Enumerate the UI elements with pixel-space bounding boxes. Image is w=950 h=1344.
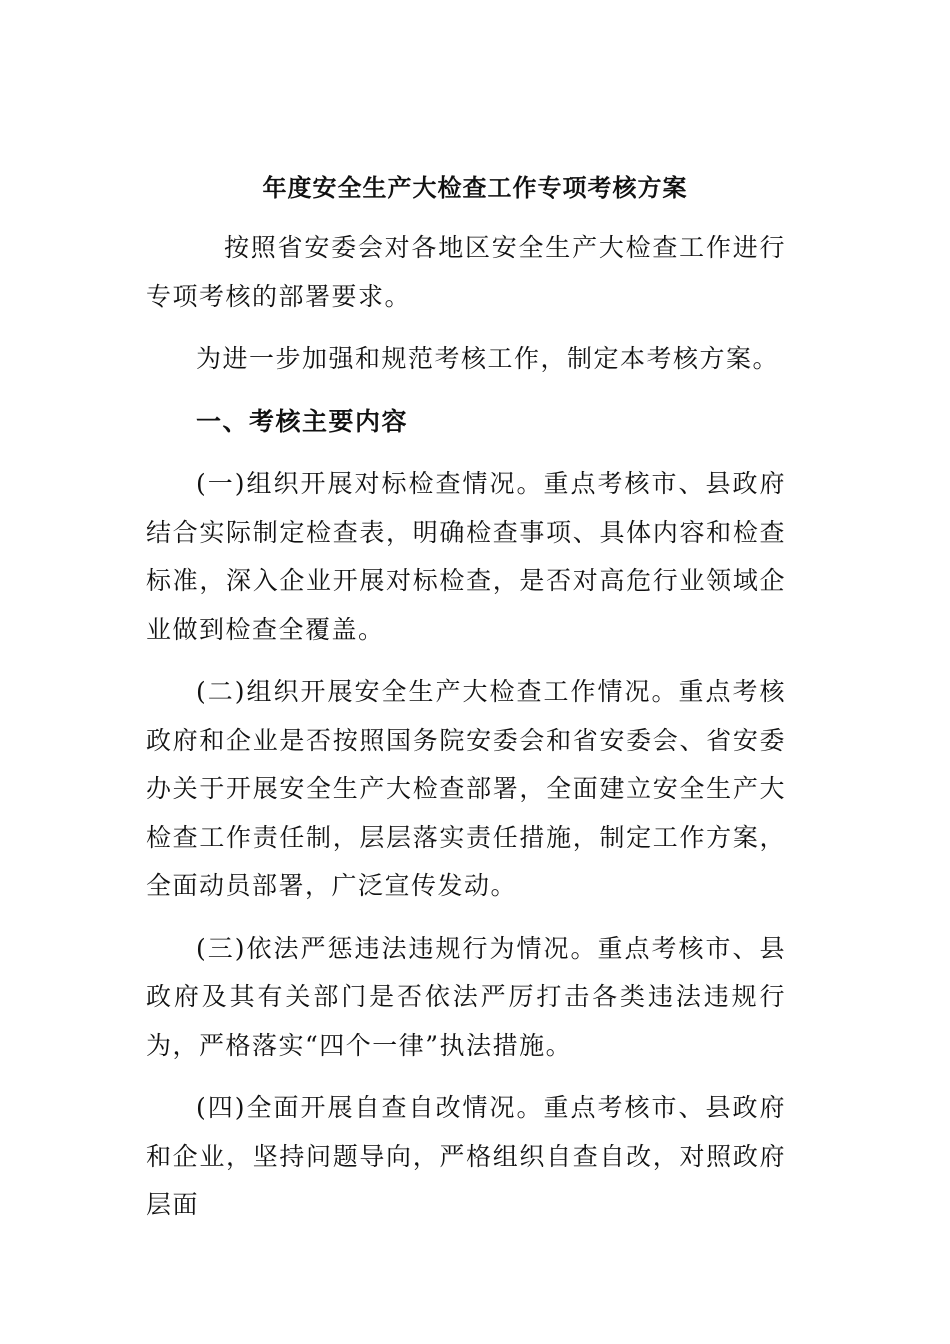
item-paragraph-3: (三)依法严惩违法违规行为情况。重点考核市、县政府及其有关部门是否依法严厉打击各类违法违规行为，严格落实“四个一律”执法措施。 — [146, 933, 786, 1060]
item-paragraph-2: (二)组织开展安全生产大检查工作情况。重点考核政府和企业是否按照国务院安委会和省安委会、省安委办关于开展安全生产大检查部署，全面建立安全生产大检查工作责任制，层层落实责任措施，制定工作方案，全面动员部署，广泛宣传发动。 — [146, 677, 786, 900]
document-body — [146, 224, 786, 1244]
item-paragraph-1: (一)组织开展对标检查情况。重点考核市、县政府结合实际制定检查表，明确检查事项、具体内容和检查标准，深入企业开展对标检查，是否对高危行业领域企业做到检查全覆盖。 — [146, 469, 786, 644]
intro-paragraph: 按照省安委会对各地区安全生产大检查工作进行专项考核的部署要求。 — [146, 233, 786, 311]
item-paragraph-4: (四)全面开展自查自改情况。重点考核市、县政府和企业，坚持问题导向，严格组织自查自改，对照政府层面 — [146, 1093, 786, 1219]
purpose-paragraph: 为进一步加强和规范考核工作，制定本考核方案。 — [196, 344, 780, 373]
document-title: 年度安全生产大检查工作专项考核方案 — [262, 173, 688, 202]
section-heading: 一、考核主要内容 — [196, 406, 409, 436]
